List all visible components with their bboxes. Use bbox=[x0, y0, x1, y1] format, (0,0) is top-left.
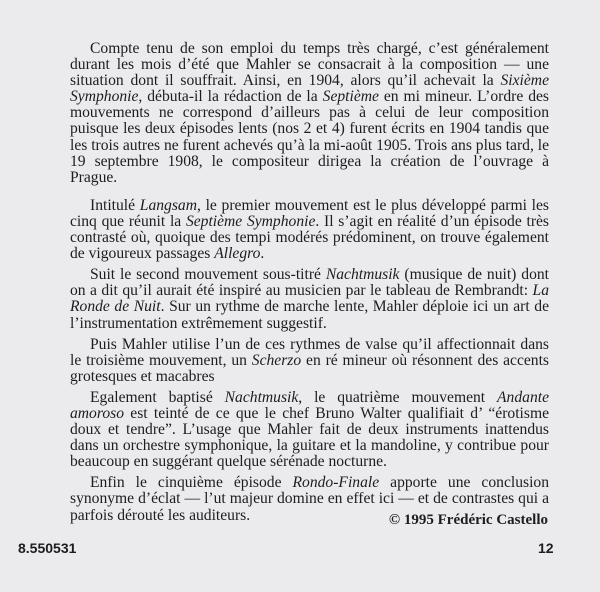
text: (musique de nuit) dont on a dit qu’il aurait été inspiré au musicien par le tableau de Rembrandt: bbox=[70, 266, 549, 300]
paragraph-fourth-movement bbox=[70, 390, 549, 470]
text: , le premier mouvement est le plus développé parmi les cinq que réunit la bbox=[70, 196, 550, 230]
text: Puis Mahler utilise l’un de ces rythmes de valse qu’il affectionnait dans le troisième mouvement, un bbox=[70, 335, 549, 369]
catalog-number: 8.550531 bbox=[18, 540, 77, 556]
italic-title: La Ronde de Nuit bbox=[70, 282, 549, 316]
paragraph-third-movement bbox=[70, 337, 549, 385]
body-text bbox=[70, 41, 549, 524]
italic-title: Septième Symphonie bbox=[185, 212, 316, 230]
paragraph-first-movement bbox=[70, 198, 549, 262]
text: Enfin le cinquième épisode bbox=[90, 474, 293, 492]
paragraph-second-movement bbox=[70, 267, 549, 331]
copyright-credit: © 1995 Frédéric Castello bbox=[388, 512, 548, 528]
text: , débuta-il la rédaction de la bbox=[138, 88, 323, 106]
text: . Sur un rythme de marche lente, Mahler déploie ici un art de l’instrumentation extrêmement suggestif. bbox=[70, 298, 549, 332]
text: Intitulé bbox=[90, 196, 140, 214]
italic-title: Rondo-Finale bbox=[292, 474, 380, 492]
paragraph-composition-history bbox=[70, 41, 549, 186]
text: . bbox=[260, 245, 265, 263]
text: en ré mineur où résonnent des accents grotesques et macabres bbox=[70, 351, 549, 385]
text: en mi mineur. L’ordre des mouvements ne correspond d’ailleurs pas à celui de leur composition puisque les deux épisodes lents (nos 2 et 4) furent écrits en 1904 tandis que les trois autres ne furent achevés qu’à la mi-août 1905. Trois ans plus tard, le 19 septembre 1908, le compositeur dirigea la création de l’ouvrage à Prague. bbox=[70, 88, 550, 186]
text: est teinté de ce que le chef Bruno Walter qualifiait d’ “érotisme doux et tendre”. L’usage que Mahler fait de deux instruments inattendus dans un orchestre symphonique, la guitare et la mandoline, y contribue pour beaucoup en suggérant quelque sérénade nocturne. bbox=[70, 404, 549, 471]
text: Compte tenu de son emploi du temps très chargé, c’est généralement durant les mois d’été que Mahler se consacrait à la composition — une situation dont il souffrait. Ainsi, en 1904, alors qu’il achevait la bbox=[70, 40, 549, 90]
text: Egalement baptisé bbox=[90, 388, 225, 406]
italic-title: Sixième Symphonie bbox=[70, 72, 549, 106]
italic-title: Scherzo bbox=[251, 351, 302, 369]
italic-title: Andante amoroso bbox=[70, 388, 549, 422]
italic-title: Allegro bbox=[214, 245, 261, 263]
italic-title: Septième bbox=[322, 88, 379, 106]
text: apporte une conclusion synonyme d’éclat — l’ut majeur domine en effet ici — et de contrastes qui a parfois dérouté les auditeurs. bbox=[70, 474, 549, 524]
text: , le quatrième mouvement bbox=[298, 388, 498, 406]
italic-title: Nachtmusik bbox=[325, 266, 400, 284]
text: Suit le second mouvement sous-titré bbox=[90, 266, 326, 284]
page-number: 12 bbox=[538, 540, 554, 556]
text: . Il s’agit en réalité d’un épisode très contrasté où, quoique des tempi modérés prédominent, on trouve également de vigoureux passages bbox=[70, 212, 550, 263]
italic-title: Langsam bbox=[139, 196, 197, 214]
italic-title: Nachtmusik bbox=[224, 388, 299, 406]
